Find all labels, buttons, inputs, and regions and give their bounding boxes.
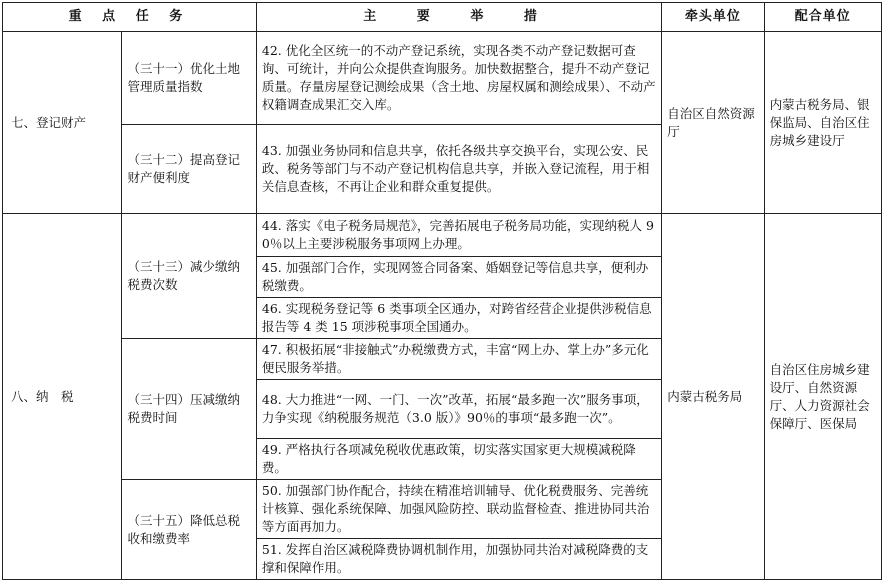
measure-cell: 47. 积极拓展“非接触式”办税缴费方式，丰富“网上办、掌上办”多元化便民服务举措。 bbox=[256, 339, 661, 380]
measure-cell: 49. 严格执行各项减免税收优惠政策，切实落实国家更大规模减税降费。 bbox=[256, 439, 661, 480]
measure-cell: 42. 优化全区统一的不动产登记系统，实现各类不动产登记数据可查询、可统计，并向公众提供查询服务。加快数据整合，提升不动产登记质量。存量房屋登记测绘成果（含土地、房屋权属和测绘成果）、不动产权籍调查成果汇交入库。 bbox=[256, 32, 661, 125]
measure-cell: 44. 落实《电子税务局规范》，完善拓展电子税务局功能，实现纳税人 90％以上主要涉税服务事项网上办理。 bbox=[256, 214, 661, 257]
header-lead-unit: 牵头单位 bbox=[662, 3, 764, 32]
lead-unit-cell: 内蒙古税务局 bbox=[662, 214, 764, 580]
measure-cell: 51. 发挥自治区减税降费协调机制作用，加强协同共治对减税降费的支撑和保障作用。 bbox=[256, 539, 661, 580]
area-cell: 八、纳 税 bbox=[3, 214, 122, 580]
header-key-task: 重 点 任 务 bbox=[3, 3, 257, 32]
measure-cell: 50. 加强部门协作配合，持续在精准培训辅导、优化税费服务、完善统计核算、强化系统保障、加强风险防控、联动监督检查、推进协同共治等方面再加力。 bbox=[256, 480, 661, 539]
task-cell: （三十三）减少缴纳税费次数 bbox=[122, 214, 256, 339]
lead-unit-cell: 自治区自然资源厅 bbox=[662, 32, 764, 214]
header-row bbox=[3, 3, 882, 32]
measure-cell: 45. 加强部门合作，实现网签合同备案、婚姻登记等信息共享，便利办税缴费。 bbox=[256, 257, 661, 298]
header-coop-unit: 配合单位 bbox=[764, 3, 881, 32]
measure-cell: 46. 实现税务登记等 6 类事项全区通办，对跨省经营企业提供涉税信息报告等 4 类 15 项涉税事项全国通办。 bbox=[256, 298, 661, 339]
task-cell: （三十五）降低总税收和缴费率 bbox=[122, 480, 256, 580]
area-cell: 七、登记财产 bbox=[3, 32, 122, 214]
task-cell: （三十四）压减缴纳税费时间 bbox=[122, 339, 256, 480]
measure-cell: 43. 加强业务协同和信息共享，依托各级共享交换平台，实现公安、民政、税务等部门与不动产登记机构信息共享，并嵌入登记流程，用于相关信息查核，不再让企业和群众重复提供。 bbox=[256, 125, 661, 214]
measure-cell: 48. 大力推进“一网、一门、一次”改革，拓展“最多跑一次”服务事项，力争实现《纳税服务规范（3.0 版）》90％的事项“最多跑一次”。 bbox=[256, 380, 661, 439]
task-cell: （三十一）优化土地管理质量指数 bbox=[122, 32, 256, 125]
task-table bbox=[2, 2, 882, 580]
header-measures: 主 要 举 措 bbox=[256, 3, 661, 32]
coop-unit-cell: 自治区住房城乡建设厅、自然资源厅、人力资源社会保障厅、医保局 bbox=[764, 214, 881, 580]
table-row bbox=[3, 214, 882, 257]
table-row bbox=[3, 32, 882, 125]
coop-unit-cell: 内蒙古税务局、银保监局、自治区住房城乡建设厅 bbox=[764, 32, 881, 214]
document-page bbox=[2, 2, 882, 576]
task-cell: （三十二）提高登记财产便利度 bbox=[122, 125, 256, 214]
